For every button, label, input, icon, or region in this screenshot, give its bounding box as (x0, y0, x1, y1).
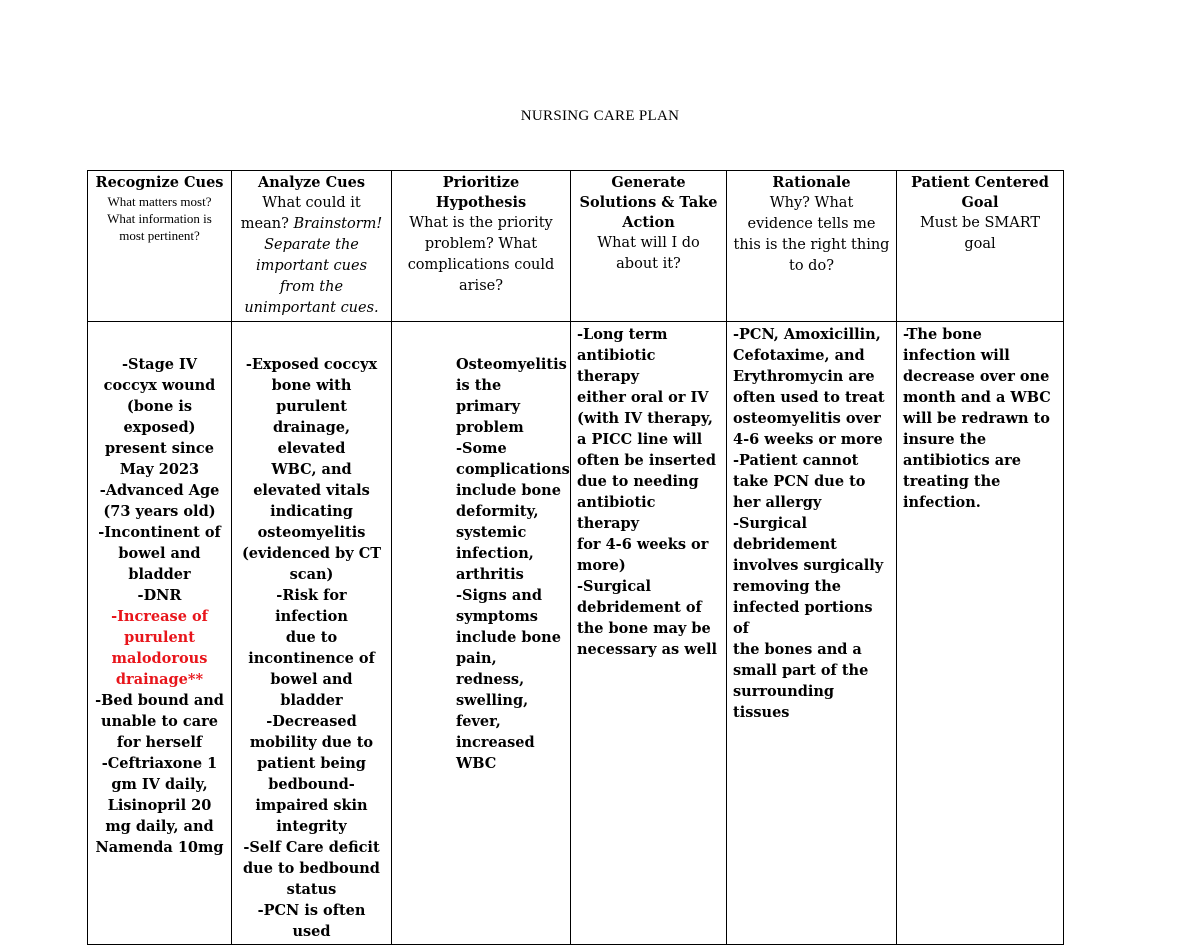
header-subtitle: What could it (262, 195, 361, 211)
cell-patient-goal (897, 322, 1064, 945)
text-line: bowel and bladder (270, 671, 353, 709)
recognize-red-lines (94, 606, 225, 690)
text-line: May 2023 (119, 461, 200, 478)
header-title: Generate (611, 174, 686, 191)
generate-lines (577, 324, 720, 660)
header-subtitle-italic: from the (279, 279, 344, 295)
text-line: gm IV daily, (111, 776, 208, 793)
text-line: -Self Care deficit (243, 839, 380, 856)
header-title: Goal (961, 194, 999, 211)
text-line: necessary as well (577, 641, 717, 658)
text-line: -Some (456, 440, 507, 457)
rationale-lines (733, 324, 890, 723)
text-line: include bone (456, 482, 561, 499)
text-line: integrity (276, 818, 347, 835)
text-line: symptoms (456, 608, 538, 625)
header-title: Analyze Cues (257, 174, 366, 191)
header-subtitle: evidence tells me (747, 216, 876, 232)
text-line: problem (456, 419, 524, 436)
text-line: drainage, elevated (272, 419, 351, 457)
text-line: 4-6 weeks or more (733, 431, 883, 448)
text-line: for 4-6 weeks or (577, 536, 709, 553)
text-line: -Long term (577, 326, 668, 343)
header-subtitle: to do? (789, 258, 834, 274)
header-subtitle (238, 214, 385, 235)
header-subtitle (238, 235, 385, 256)
header-subtitle: Why? What (769, 195, 854, 211)
text-line: -Incontinent of (98, 524, 221, 541)
cell-recognize-cues (88, 322, 232, 945)
text-line: bedbound- (268, 776, 355, 793)
text-line: (with IV therapy, (577, 410, 713, 427)
text-line: complications (456, 461, 570, 478)
header-subtitle: about it? (616, 256, 681, 272)
text-line: small part of the (733, 662, 869, 679)
text-line: malodorous (111, 650, 208, 667)
text-line: her allergy (733, 494, 822, 511)
text-line: purulent (124, 629, 195, 646)
text-line: more) (577, 557, 626, 574)
text-line: fever, (456, 713, 501, 730)
header-title: Hypothesis (435, 194, 527, 211)
text-line: often be inserted (577, 452, 716, 469)
text-line: (73 years old) (103, 503, 216, 520)
text-line: Namenda 10mg (95, 839, 224, 856)
header-generate-solutions (571, 171, 727, 322)
text-line: -Increase of (111, 608, 208, 625)
header-subtitle: goal (964, 236, 996, 252)
primary-problem-highlight (456, 354, 567, 438)
text-line: bone with (271, 377, 352, 394)
text-line: take PCN due to (733, 473, 866, 490)
text-line: (evidenced by CT (241, 545, 382, 562)
text-line: Cefotaxime, and (733, 347, 865, 364)
text-line: decrease over one (903, 368, 1050, 385)
text-line: -PCN is often used (257, 902, 366, 940)
text-line: antibiotics are (903, 452, 1021, 469)
text-line: osteomyelitis (257, 524, 366, 541)
text-line: due to bedbound (243, 860, 380, 877)
recognize-lines-b (94, 690, 225, 858)
header-title: Solutions & Take (579, 194, 718, 211)
text-line: removing the (733, 578, 842, 595)
header-recognize-cues (88, 171, 232, 322)
header-title: Rationale (772, 174, 851, 191)
text-line: primary (456, 398, 521, 415)
text-line: the bone may be (577, 620, 711, 637)
text-line: status (286, 881, 337, 898)
text-line: for herself (116, 734, 203, 751)
header-analyze-cues (232, 171, 392, 322)
text-line: -PCN, Amoxicillin, (733, 326, 881, 343)
text-line: antibiotic therapy (577, 494, 656, 532)
header-subtitle (238, 277, 385, 298)
text-line: infection will (903, 347, 1010, 364)
header-subtitle: problem? What (424, 236, 538, 252)
text-line: antibiotic therapy (577, 347, 656, 385)
text-line: -Patient cannot (733, 452, 859, 469)
text-line: Osteomyelitis (456, 356, 567, 373)
text-line: bowel and (118, 545, 201, 562)
text-line: scan) (289, 566, 334, 583)
header-title: Recognize Cues (95, 174, 224, 191)
header-prioritize-hypothesis (392, 171, 571, 322)
text-line: -Stage IV (121, 356, 198, 373)
text-line: -Surgical (733, 515, 808, 532)
text-line: present since (105, 440, 214, 457)
cell-analyze-cues (232, 322, 392, 945)
header-subtitle (238, 298, 385, 319)
text-line: -Advanced Age (99, 482, 220, 499)
header-subtitle (238, 256, 385, 277)
text-line: surrounding tissues (733, 683, 835, 721)
header-subtitle: Must be SMART (919, 215, 1041, 231)
text-line: involves surgically (733, 557, 884, 574)
text-line: infection. (903, 494, 981, 511)
text-line: mobility due to (249, 734, 374, 751)
text-line: the bones and a (733, 641, 862, 658)
text-line: either oral or IV (577, 389, 709, 406)
text-line: treating the (903, 473, 1001, 490)
text-line: bladder (128, 566, 191, 583)
text-line: WBC (456, 755, 497, 772)
text-line: mg daily, and (105, 818, 214, 835)
header-subtitle: What is the priority (409, 215, 553, 231)
header-patient-goal (897, 171, 1064, 322)
text-line: -Bed bound and (95, 692, 224, 709)
cell-rationale (727, 322, 897, 945)
prioritize-highlight (456, 354, 567, 438)
text-line: elevated vitals (253, 482, 370, 499)
text-line: -Signs and (456, 587, 542, 604)
text-line: -Surgical (577, 578, 652, 595)
text-line: deformity, (456, 503, 539, 520)
header-subtitle: What will I do (597, 235, 700, 251)
text-line: will be redrawn to (903, 410, 1050, 427)
text-line: a PICC line will (577, 431, 703, 448)
header-title: Action (622, 214, 675, 231)
text-line: (bone is (126, 398, 193, 415)
header-subtitle-plain: mean? (240, 216, 294, 232)
text-line: -Ceftriaxone 1 (101, 755, 218, 772)
text-line: Lisinopril 20 (107, 797, 212, 814)
text-line: Erythromycin are (733, 368, 875, 385)
text-line: due to (285, 629, 338, 646)
header-subtitle: this is the right thing (733, 237, 890, 253)
recognize-lines-a (94, 354, 225, 606)
header-row (88, 171, 1064, 322)
header-subtitle: complications could (407, 257, 555, 273)
text-line: increased (456, 734, 535, 751)
header-subtitle-italic: Brainstorm! (293, 216, 383, 232)
text-line: unable to care (101, 713, 218, 730)
header-title: Patient Centered (911, 174, 1049, 191)
text-line: is the (456, 377, 502, 394)
text-line: impaired skin (255, 797, 368, 814)
text-line: purulent (276, 398, 347, 415)
text-line: often used to treat (733, 389, 885, 406)
text-line: -The bone (903, 326, 982, 343)
text-line: -Exposed coccyx (245, 356, 378, 373)
text-line: swelling, (456, 692, 529, 709)
text-line: insure the (903, 431, 987, 448)
header-subtitle-italic: Separate the (264, 237, 359, 253)
analyze-lines (238, 354, 385, 942)
text-line: -Decreased (266, 713, 357, 730)
text-line: -Risk for infection (275, 587, 348, 625)
text-line: include bone (456, 629, 561, 646)
prioritize-lines (456, 438, 570, 774)
text-line: osteomyelitis over (733, 410, 881, 427)
text-line: exposed) (123, 419, 196, 436)
care-plan-table (87, 170, 1064, 945)
header-subtitle-italic: unimportant cues. (244, 300, 379, 316)
text-line: arthritis (456, 566, 524, 583)
text-line: infected portions of (733, 599, 873, 637)
header-subtitle-italic: important cues (255, 258, 368, 274)
text-line: patient being (257, 755, 366, 772)
body-row (88, 322, 1064, 945)
header-subtitle: What information is (107, 211, 212, 226)
text-line: systemic (456, 524, 527, 541)
header-subtitle: What matters most? (107, 194, 212, 209)
header-subtitle: most pertinent? (119, 228, 200, 243)
text-line: drainage** (115, 671, 204, 688)
text-line: due to needing (577, 473, 699, 490)
text-line: incontinence of (248, 650, 375, 667)
text-line: coccyx wound (103, 377, 216, 394)
text-line: indicating (270, 503, 353, 520)
cell-prioritize-hypothesis (392, 322, 571, 945)
page-title: NURSING CARE PLAN (520, 108, 680, 124)
cell-generate-solutions (571, 322, 727, 945)
text-line: debridement of (577, 599, 702, 616)
text-line: -DNR (137, 587, 182, 604)
header-subtitle: arise? (458, 278, 503, 294)
goal-lines (903, 324, 1057, 513)
text-line: pain, redness, (456, 650, 525, 688)
text-line: WBC, and (271, 461, 352, 478)
text-line: month and a WBC (903, 389, 1051, 406)
header-rationale (727, 171, 897, 322)
text-line: debridement (733, 536, 837, 553)
header-title: Prioritize (442, 174, 520, 191)
text-line: infection, (456, 545, 534, 562)
